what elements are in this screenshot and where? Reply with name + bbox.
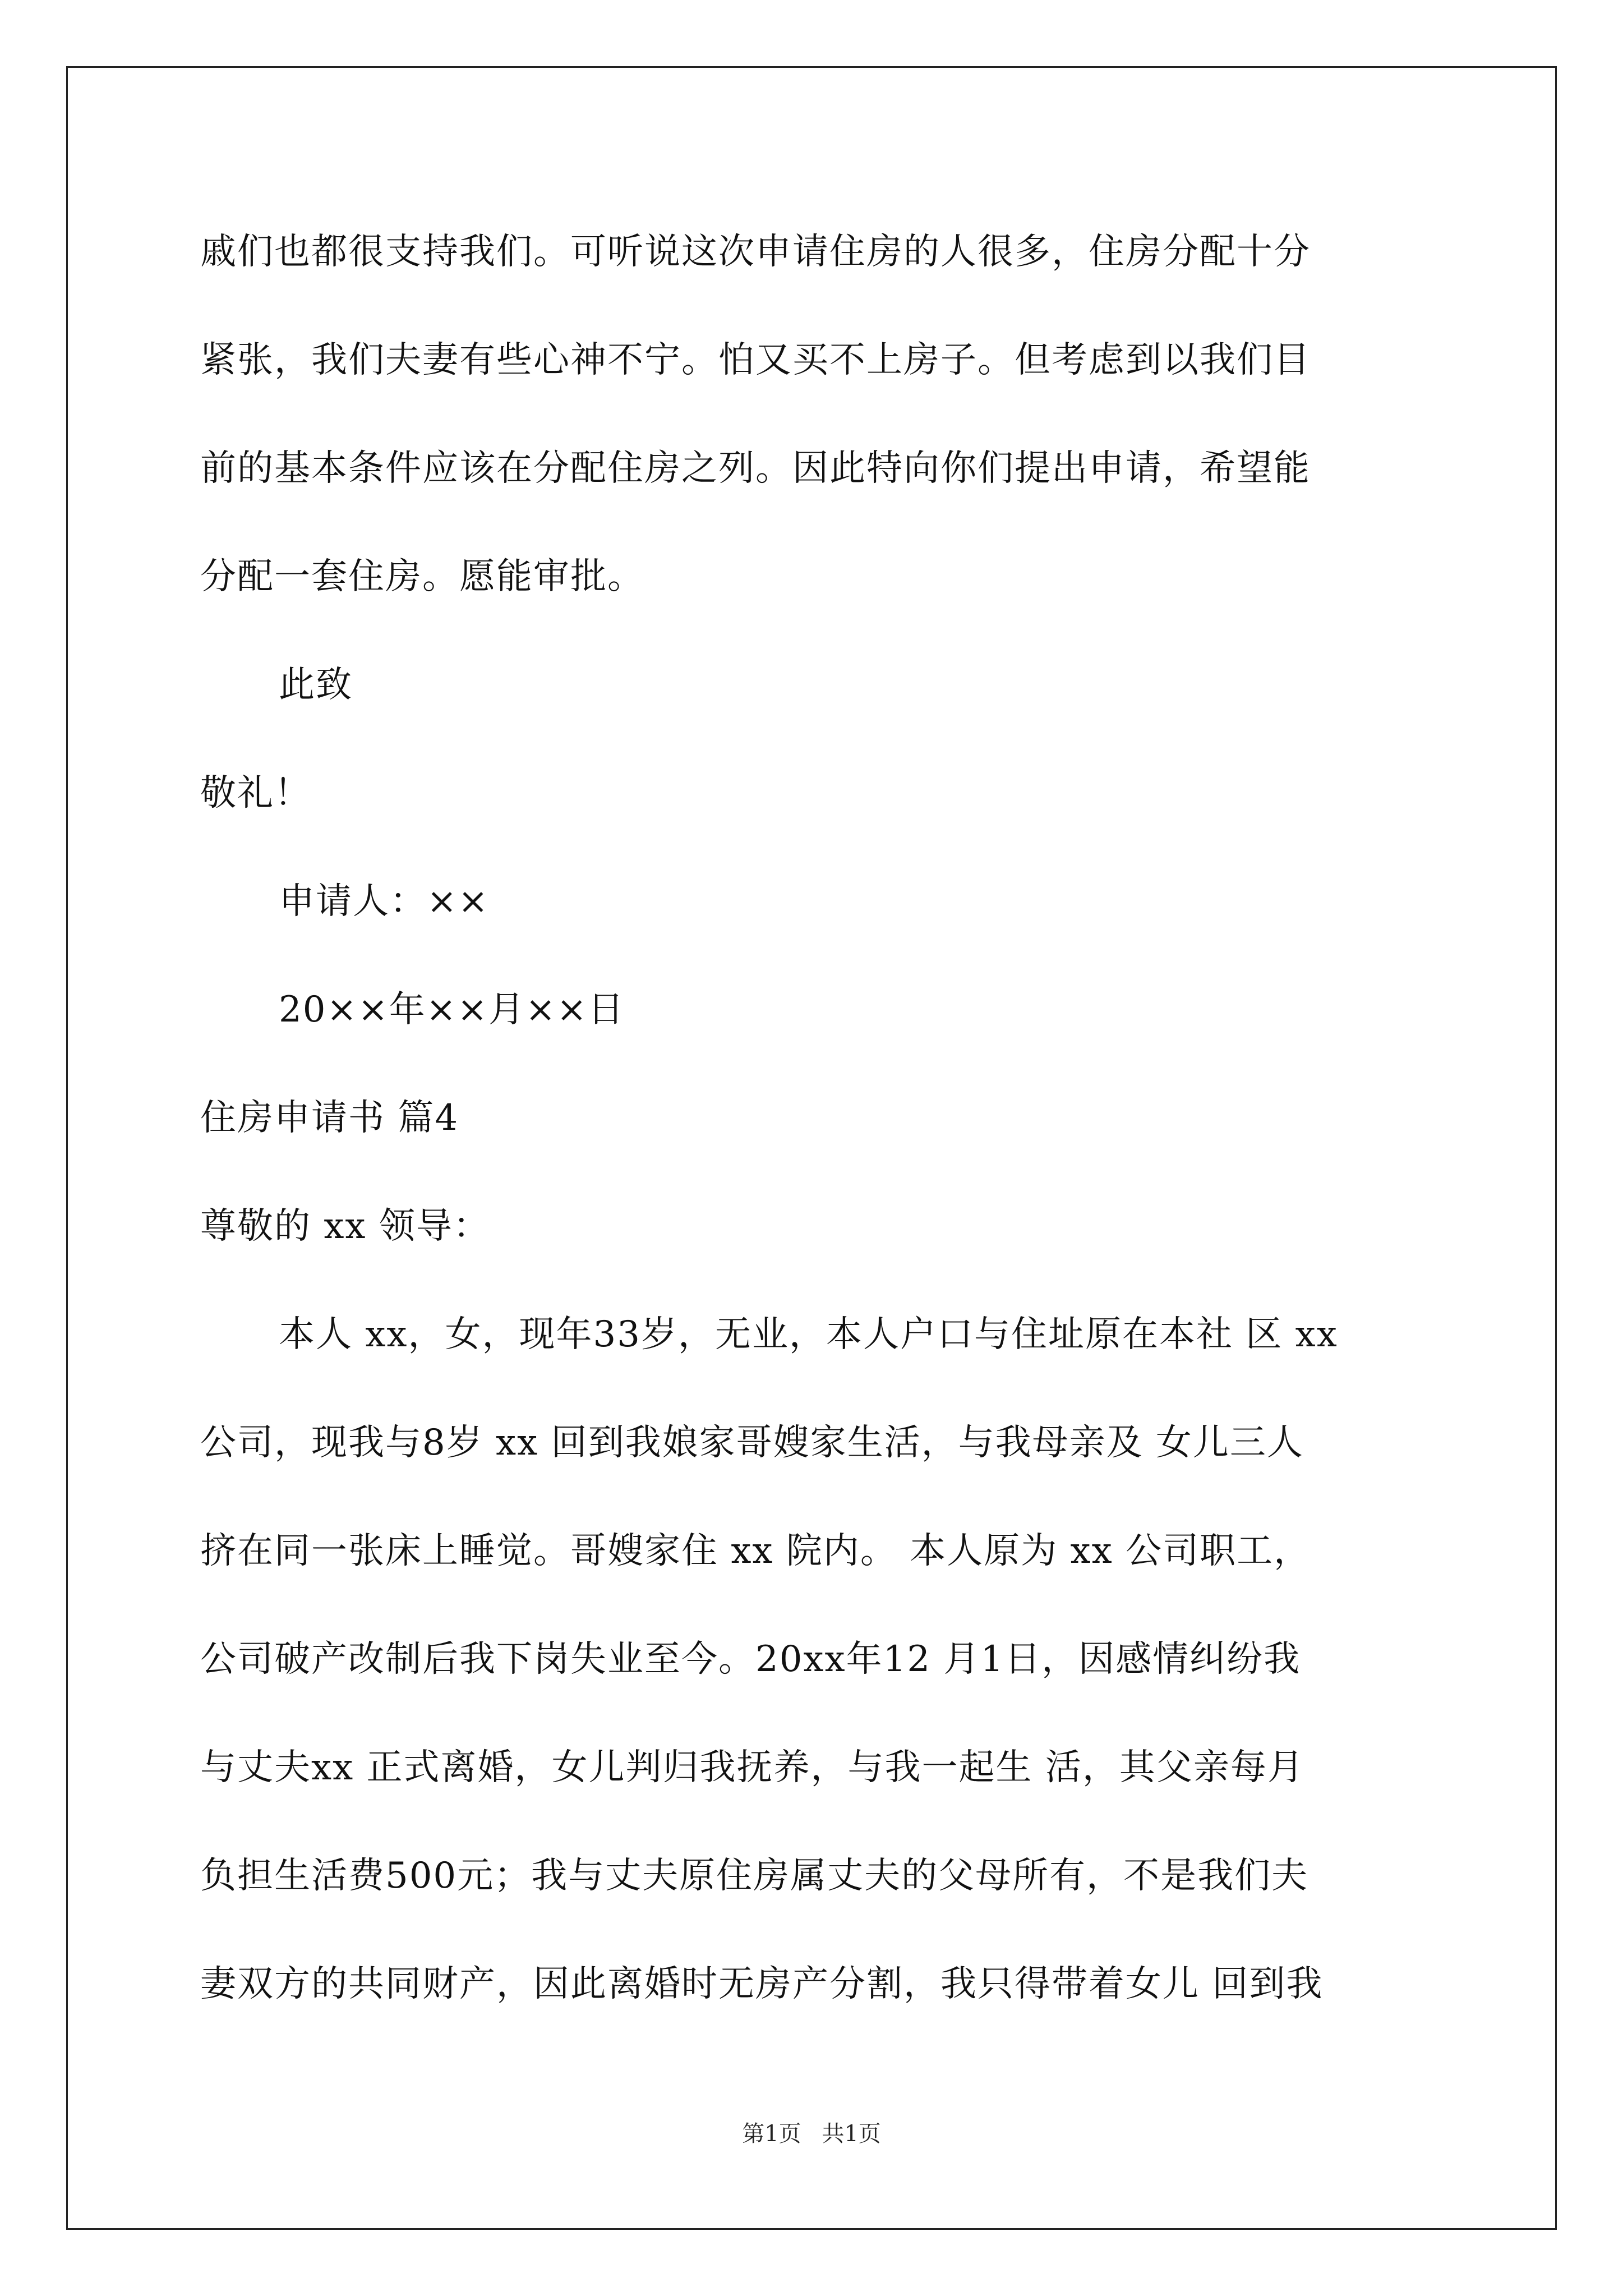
closing-salutation: 此致: [279, 664, 353, 706]
text-line: 公司破产改制后我下岗失业至今。20xx年12 月1日，因感情纠纷我: [200, 1639, 1301, 1680]
text-line: 挤在同一张床上睡觉。哥嫂家住 xx 院内。 本人原为 xx 公司职工，: [200, 1530, 1311, 1572]
text-line: 前的基本条件应该在分配住房之列。因此特向你们提出申请，希望能: [200, 448, 1311, 489]
text-line: 与丈夫xx 正式离婚，女儿判归我抚养，与我一起生 活，其父亲每月: [200, 1747, 1304, 1788]
letter-greeting: 尊敬的 xx 领导：: [200, 1205, 490, 1247]
text-line: 本人 xx，女，现年33岁，无业，本人户口与住址原在本社 区 xx: [279, 1314, 1338, 1355]
text-line: 紧张，我们夫妻有些心神不宁。怕又买不上房子。但考虑到以我们目: [200, 339, 1311, 381]
signature-date: 20××年××月××日: [279, 989, 625, 1030]
text-line: 负担生活费500元；我与丈夫原住房属丈夫的父母所有，不是我们夫: [200, 1855, 1309, 1897]
text-line: 妻双方的共同财产，因此离婚时无房产分割，我只得带着女儿 回到我: [200, 1963, 1324, 2005]
page-footer: [0, 2120, 1623, 2148]
applicant-signature: 申请人：××: [279, 881, 490, 922]
page-border: [66, 66, 1557, 2230]
section-heading: 住房申请书 篇4: [200, 1097, 459, 1139]
closing-respect: 敬礼！: [200, 772, 311, 814]
page-number: 第1页: [742, 2121, 801, 2147]
page-total: 共1页: [822, 2121, 881, 2147]
text-line: 公司，现我与8岁 xx 回到我娘家哥嫂家生活，与我母亲及 女儿三人: [200, 1422, 1304, 1464]
text-line: 戚们也都很支持我们。可听说这次申请住房的人很多，住房分配十分: [200, 231, 1311, 273]
text-line: 分配一套住房。愿能审批。: [200, 556, 644, 597]
